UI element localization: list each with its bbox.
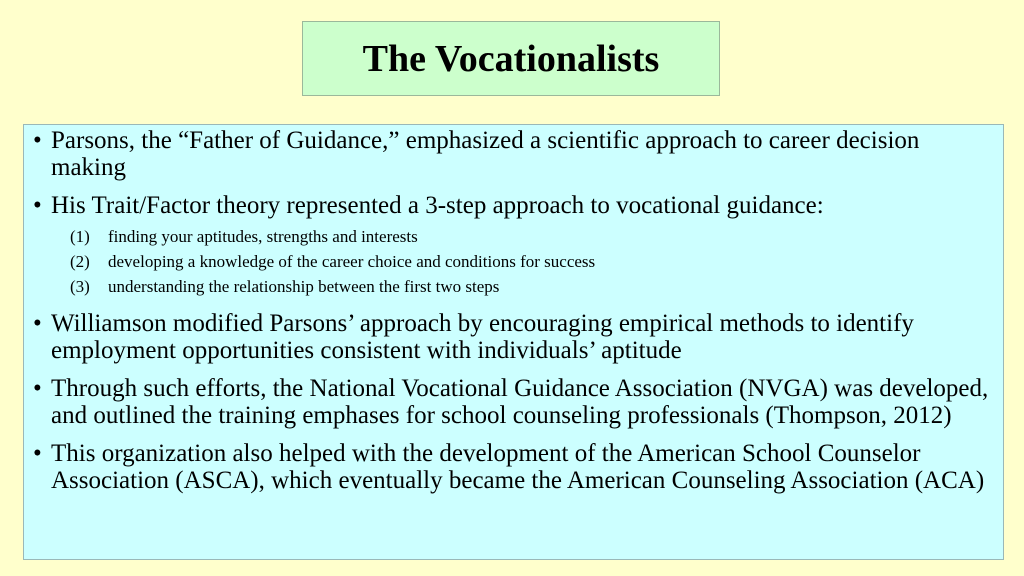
bullet-text: This organization also helped with the development of the American School Counselor Association (ASCA), which eventually became the American Counseling Association (ACA) [51,440,985,494]
bullet-item [33,127,993,181]
slide-title: The Vocationalists [362,37,660,80]
bullet-text: Through such efforts, the National Vocational Guidance Association (NVGA) was developed, and outlined the training emphases for school counseling professionals (Thompson, 2012) [51,375,989,429]
bullet-text: Parsons, the “Father of Guidance,” emphasized a scientific approach to career decision making [51,127,920,181]
step-text: developing a knowledge of the career choice and conditions for success [108,252,596,271]
step-text: finding your aptitudes, strengths and interests [108,227,418,246]
step-item [51,224,993,249]
step-text: understanding the relationship between the first two steps [108,277,500,296]
bullet-icon: • [33,127,42,154]
step-number: (3) [70,277,90,296]
bullet-icon: • [33,375,42,402]
step-item [51,249,993,274]
step-item [51,274,993,299]
bullet-icon: • [33,192,42,219]
step-number: (2) [70,252,90,271]
bullet-item [33,375,993,429]
content-box [23,124,1004,560]
step-number: (1) [70,227,90,246]
bullet-item [33,310,993,364]
bullet-text: Williamson modified Parsons’ approach by encouraging empirical methods to identify employment opportunities consistent with individuals’ aptitude [51,310,914,364]
bullet-item [33,192,993,299]
title-box [302,21,720,96]
bullet-text: His Trait/Factor theory represented a 3-step approach to vocational guidance: [51,192,824,219]
step-list [51,224,993,299]
bullet-icon: • [33,440,42,467]
bullet-item [33,440,993,494]
bullet-icon: • [33,310,42,337]
bullet-list [33,127,993,494]
